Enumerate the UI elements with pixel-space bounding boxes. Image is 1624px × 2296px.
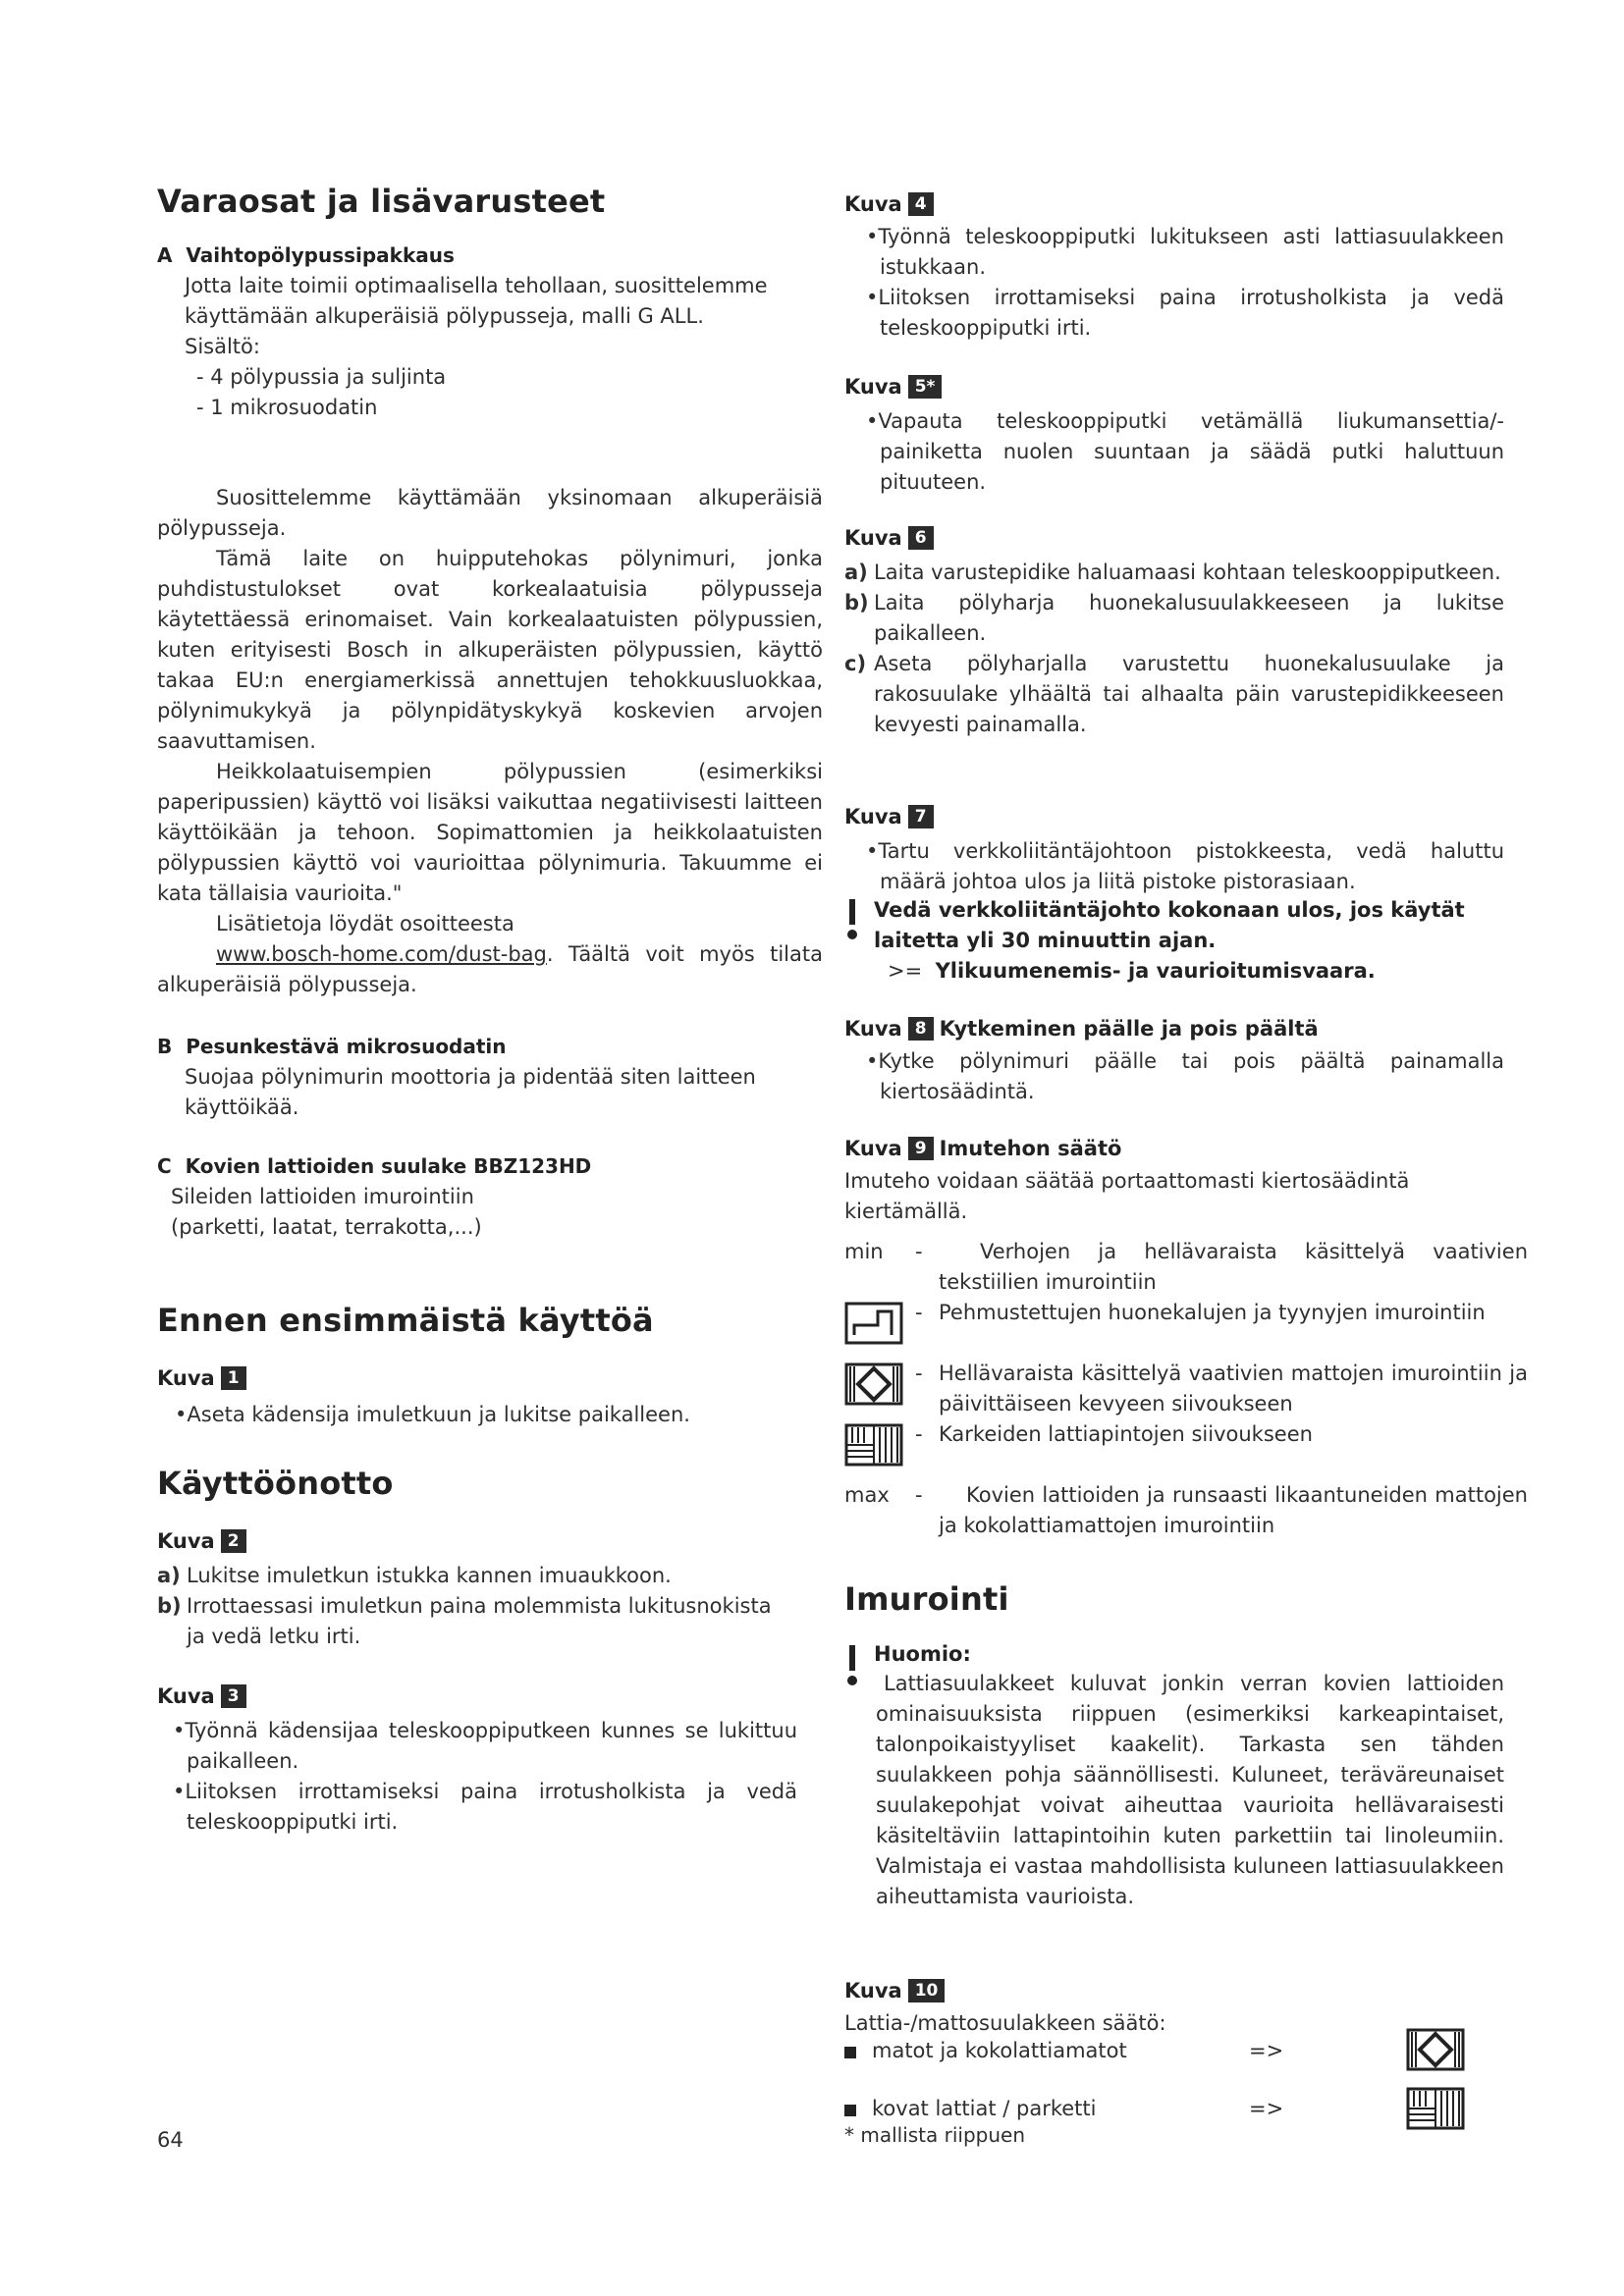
figure-10-row-2: kovat lattiat / parketti bbox=[872, 2097, 1097, 2120]
figure-2-step-b: b) Irrottaessasi imuletkun paina molemmista lukitusnokista ja vedä letku irti. bbox=[157, 1594, 772, 1648]
section-c-line-1: Sileiden lattioiden imurointiin bbox=[171, 1185, 474, 1208]
figure-6-label: Kuva 6 bbox=[844, 526, 934, 550]
figure-7-risk: >= Ylikuumenemis- ja vaurioitumisvaara. bbox=[888, 959, 1376, 983]
figure-5-steps bbox=[866, 406, 1504, 498]
figure-2-step-a: a) Lukitse imuletkun istukka kannen imuaukkoon. bbox=[157, 1564, 672, 1587]
suction-min-dash: - bbox=[915, 1240, 923, 1263]
suction-floor-text: Karkeiden lattiapintojen siivoukseen bbox=[939, 1422, 1313, 1446]
figure-4-step-1: •Työnnä teleskooppiputki lukitukseen asti lattiasuulakkeen istukkaan. bbox=[866, 225, 1504, 279]
figure-8-label: Kuva 8 Kytkeminen päälle ja pois päältä bbox=[844, 1017, 1319, 1041]
figure-4-steps bbox=[866, 222, 1504, 344]
suction-carpet-text: Hellävaraista käsittelyä vaativien mattojen imurointiin ja päivittäiseen kevyeen siivoukseen bbox=[939, 1362, 1528, 1415]
heading-before-first-use: Ennen ensimmäistä käyttöä bbox=[157, 1302, 654, 1339]
figure-5-label: Kuva 5* bbox=[844, 375, 942, 399]
figure-6-steps bbox=[844, 558, 1504, 740]
suction-max-label: max bbox=[844, 1483, 890, 1507]
figure-7-label: Kuva 7 bbox=[844, 805, 934, 828]
figure-8-step-1: •Kytke pölynimuri päälle tai pois päältä painamalla kiertosäädintä. bbox=[866, 1049, 1504, 1103]
figure-7-warning: Vedä verkkoliitäntäjohto kokonaan ulos, jos käytät laitetta yli 30 minuuttin ajan. bbox=[874, 898, 1465, 952]
figure-7-badge: 7 bbox=[908, 805, 934, 828]
figure-7-steps bbox=[866, 836, 1504, 897]
section-a-item-1: - 4 pölypussia ja suljinta bbox=[196, 365, 447, 389]
figure-8-steps bbox=[866, 1046, 1504, 1107]
sofa-icon bbox=[844, 1302, 903, 1345]
figure-5-step-1: •Vapauta teleskooppiputki vetämällä liukumansettia/-painiketta nuolen suuntaan ja säädä putki haluttuun pituuteen. bbox=[866, 409, 1504, 494]
figure-10-row-1-arrow: => bbox=[1249, 2039, 1284, 2062]
heading-vacuuming: Imurointi bbox=[844, 1580, 1009, 1618]
suction-min-label: min bbox=[844, 1240, 884, 1263]
section-c-line-2: (parketti, laatat, terrakotta,...) bbox=[171, 1215, 482, 1239]
footnote: * mallista riippuen bbox=[844, 2123, 1026, 2147]
section-c-title: C Kovien lattioiden suulake BBZ123HD bbox=[157, 1154, 592, 1178]
warning-icon bbox=[844, 899, 860, 939]
figure-6-step-a: a) Laita varustepidike haluamaasi kohtaan teleskooppiputkeen. bbox=[844, 561, 1501, 584]
section-a-paragraph-2: Suosittelemme käyttämään yksinomaan alkuperäisiä pölypusseja. bbox=[157, 486, 823, 540]
figure-4-label: Kuva 4 bbox=[844, 192, 934, 216]
figure-3-step-1: •Työnnä kädensijaa teleskooppiputkeen kunnes se lukittuu paikalleen. bbox=[173, 1719, 797, 1773]
figure-9-label: Kuva 9 Imutehon säätö bbox=[844, 1137, 1122, 1160]
figure-3-steps bbox=[173, 1716, 797, 1838]
figure-10-badge: 10 bbox=[908, 1979, 946, 2002]
suction-carpet-dash: - bbox=[915, 1362, 923, 1385]
figure-3-label: Kuva 3 bbox=[157, 1684, 246, 1708]
hard-floor-setting-icon bbox=[1406, 2087, 1465, 2130]
figure-9-title: Imutehon säätö bbox=[939, 1137, 1122, 1160]
section-a-paragraph-4: Heikkolaatuisempien pölypussien (esimerkiksi paperipussien) käyttö voi lisäksi vaikuttaa negatiivisesti laitteen käyttöikään ja tehoon. Sopimattomien ja heikkolaatuisten pölypussien käyttö voi vaurioittaa pölynimuria. Takuumme ei kata tällaisia vaurioita." bbox=[157, 760, 823, 905]
carpet-icon bbox=[844, 1362, 903, 1406]
figure-3-badge: 3 bbox=[221, 1684, 246, 1708]
figure-10-row-2-arrow: => bbox=[1249, 2097, 1284, 2120]
section-a-paragraph-1: Jotta laite toimii optimaalisella tehollaan, suosittelemme käyttämään alkuperäisiä pölypusseja, malli G ALL. bbox=[185, 274, 768, 328]
hard-floor-icon bbox=[844, 1423, 903, 1467]
figure-6-step-b: b) Laita pölyharja huonekalusuulakkeeseen ja lukitse paikalleen. bbox=[844, 591, 1504, 645]
figure-1-badge: 1 bbox=[221, 1366, 246, 1390]
figure-2-steps bbox=[157, 1561, 795, 1652]
suction-max-dash: - bbox=[915, 1483, 923, 1507]
figure-2-label: Kuva 2 bbox=[157, 1529, 246, 1553]
note-title: Huomio: bbox=[874, 1642, 971, 1666]
section-b-text: Suojaa pölynimurin moottoria ja pidentää siten laitteen käyttöikää. bbox=[185, 1065, 756, 1119]
figure-1-step: •Aseta kädensija imuletkuun ja lukitse paikalleen. bbox=[175, 1403, 690, 1426]
section-c-body bbox=[171, 1182, 799, 1243]
figure-5-badge: 5* bbox=[908, 375, 943, 399]
figure-10-intro: Lattia-/mattosuulakkeen säätö: bbox=[844, 2011, 1166, 2035]
section-b-title: B Pesunkestävä mikrosuodatin bbox=[157, 1035, 507, 1058]
suction-sofa-text: Pehmustettujen huonekalujen ja tyynyjen imurointiin bbox=[939, 1301, 1486, 1324]
figure-9-intro: Imuteho voidaan säätää portaattomasti kiertosäädintä kiertämällä. bbox=[844, 1169, 1410, 1223]
section-a-paragraph-5: Lisätietoja löydät osoitteesta bbox=[216, 912, 514, 935]
figure-2-badge: 2 bbox=[221, 1529, 246, 1553]
figure-8-badge: 8 bbox=[908, 1017, 934, 1041]
heading-commissioning: Käyttöönotto bbox=[157, 1465, 394, 1502]
figure-9-badge: 9 bbox=[908, 1137, 934, 1160]
bosch-dust-bag-link[interactable]: www.bosch-home.com/dust-bag bbox=[216, 942, 547, 966]
row1-square-bullet bbox=[844, 2047, 856, 2058]
carpet-setting-icon bbox=[1406, 2028, 1465, 2071]
figure-7-step-1: •Tartu verkkoliitäntäjohtoon pistokkeesta, vedä haluttu määrä johtoa ulos ja liitä pistoke pistorasiaan. bbox=[866, 839, 1504, 893]
figure-4-step-2: •Liitoksen irrottamiseksi paina irrotusholkista ja vedä teleskooppiputki irti. bbox=[866, 286, 1504, 340]
figure-6-badge: 6 bbox=[908, 526, 934, 550]
section-a-item-2: - 1 mikrosuodatin bbox=[196, 396, 378, 419]
suction-sofa-dash: - bbox=[915, 1301, 923, 1324]
row2-square-bullet bbox=[844, 2105, 856, 2116]
note-text: Lattiasuulakkeet kuluvat jonkin verran kovien lattioiden ominaisuuksista riippuen (esimerkiksi karkeapintaiset, talonpoikaistyyliset kaakelit). Tarkasta sen tähden suulakkeen pohja säännöllisesti. Kuluneet, teräväreunaiset suulakepohjat voivat aiheuttaa vaurioita hellävaraisesti käsiteltäviin lattapintoihin kuten parkettiin tai linoleumiin. Valmistaja ei vastaa mahdollisista kuluneen lattiasuulakkeen aiheuttamista vaurioista. bbox=[876, 1672, 1504, 1908]
page-number: 64 bbox=[157, 2128, 184, 2152]
section-a-contents-label: Sisältö: bbox=[185, 335, 260, 358]
section-a-paragraph-3: Tämä laite on huipputehokas pölynimuri, jonka puhdistustulokset ovat korkealaatuisia pölypusseja käytettäessä erinomaiset. Vain korkealaatuisten pölypussien, kuten erityisesti Bosch in alkuperäisten pölypussien, käyttö takaa EU:n energiamerkissä annettujen tehokkuusluokkaa, pölynimukykyä ja pölynpidätyskykyä koskevien arvojen saavuttamisen. bbox=[157, 547, 823, 753]
figure-3-step-2: •Liitoksen irrottamiseksi paina irrotusholkista ja vedä teleskooppiputki irti. bbox=[173, 1780, 797, 1834]
note-warning-icon bbox=[844, 1645, 860, 1685]
section-a-original-bags-text bbox=[157, 483, 823, 1000]
figure-8-title: Kytkeminen päälle ja pois päältä bbox=[939, 1017, 1319, 1041]
figure-6-step-c: c) Aseta pölyharjalla varustettu huonekalusuulake ja rakosuulake ylhäältä tai alhaalta päin varustepidikkeeseen kevyesti painamalla. bbox=[844, 652, 1504, 736]
section-a-link-paragraph: www.bosch-home.com/dust-bag. Täältä voit myös tilata alkuperäisiä pölypusseja. bbox=[157, 942, 823, 996]
suction-min-text: Verhojen ja hellävaraista käsittelyä vaativien tekstiilien imurointiin bbox=[939, 1240, 1528, 1294]
figure-1-label: Kuva 1 bbox=[157, 1366, 246, 1390]
section-a-title: A Vaihtopölypussipakkaus bbox=[157, 243, 455, 267]
heading-spare-parts: Varaosat ja lisävarusteet bbox=[157, 183, 606, 220]
figure-10-label: Kuva 10 bbox=[844, 1979, 945, 2002]
suction-max-text: Kovien lattioiden ja runsaasti likaantuneiden mattojen ja kokolattiamattojen imurointiin bbox=[939, 1483, 1528, 1537]
figure-4-badge: 4 bbox=[908, 192, 934, 216]
suction-floor-dash: - bbox=[915, 1422, 923, 1446]
figure-10-row-1: matot ja kokolattiamatot bbox=[872, 2039, 1127, 2062]
section-a-body bbox=[157, 271, 813, 423]
